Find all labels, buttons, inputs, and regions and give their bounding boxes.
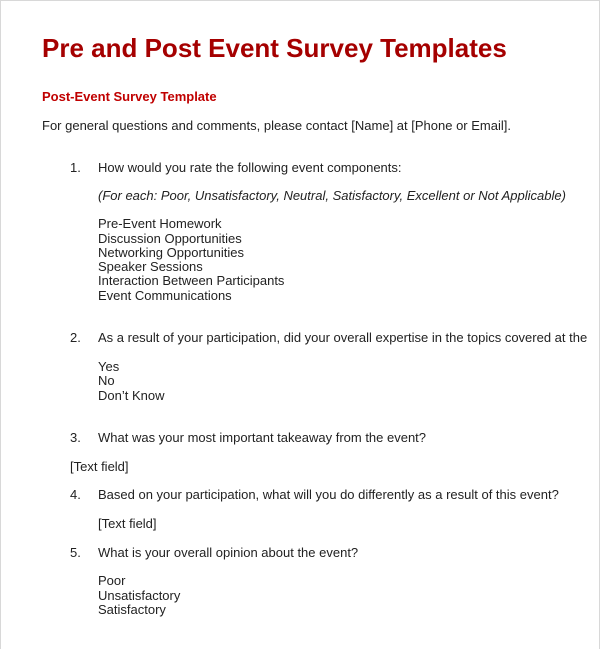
section-heading: Post-Event Survey Template <box>42 89 217 104</box>
option: Don’t Know <box>98 388 165 403</box>
option: No <box>98 373 115 388</box>
question-number: 4. <box>70 487 81 502</box>
question-text: As a result of your participation, did your overall expertise in the topics covered at the <box>98 330 588 345</box>
option: Yes <box>98 359 120 374</box>
question-text: What is your overall opinion about the event? <box>98 545 359 560</box>
intro-text: For general questions and comments, please contact [Name] at [Phone or Email]. <box>42 118 511 133</box>
question-text: How would you rate the following event components: <box>98 160 402 175</box>
option: Discussion Opportunities <box>98 231 242 246</box>
option: Networking Opportunities <box>98 245 244 260</box>
text-field-placeholder: [Text field] <box>70 459 129 474</box>
question-number: 1. <box>70 160 81 175</box>
question-text: What was your most important takeaway from the event? <box>98 430 427 445</box>
option: Speaker Sessions <box>98 259 203 274</box>
option: Unsatisfactory <box>98 588 181 603</box>
option: Event Communications <box>98 288 232 303</box>
question-number: 3. <box>70 430 81 445</box>
option: Pre-Event Homework <box>98 216 222 231</box>
option: Poor <box>98 573 126 588</box>
question-number: 2. <box>70 330 81 345</box>
text-field-placeholder: [Text field] <box>98 516 157 531</box>
option: Interaction Between Participants <box>98 273 285 288</box>
question-note: (For each: Poor, Unsatisfactory, Neutral, Satisfactory, Excellent or Not Applicable) <box>98 188 566 203</box>
question-text: Based on your participation, what will you do differently as a result of this event? <box>98 487 559 502</box>
option: Satisfactory <box>98 602 166 617</box>
document-title: Pre and Post Event Survey Templates <box>42 33 507 63</box>
question-number: 5. <box>70 545 81 560</box>
